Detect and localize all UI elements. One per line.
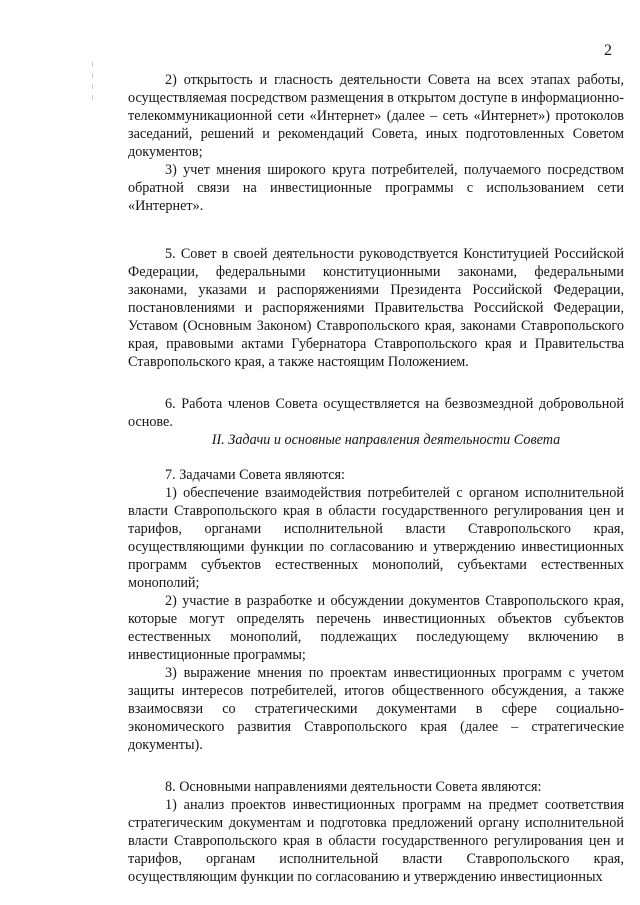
binding-margin-marks xyxy=(92,62,94,122)
paragraph-8-direction-1: 1) анализ проектов инвестиционных программ на предмет соответствия стратегическим документам и подготовка предложений органу исполнительной власти Ставропольского края в области государственного регулирования цен и тарифов, органам исполнительной власти Ставропольского края, осуществляющим функции по согласованию и утверждению инвестиционных xyxy=(128,797,624,885)
section-heading: II. Задачи и основные направления деятельности Совета xyxy=(211,432,561,448)
paragraph-5-legal-basis: 5. Совет в своей деятельности руководствуется Конституцией Российской Федерации, федеральными конституционными законами, федеральными законами, указами и распоряжениями Президента Российской Федерации, постановлениями и распоряжениями Правительства Российской Федерации, Уставом (Основным Законом) Ставропольского края, законами Ставропольского края, правовыми актами Губернатора Ставропольского края и Правительства Ставропольского края, а также настоящим Положением. xyxy=(128,246,624,370)
paragraph-7-task-2: 2) участие в разработке и обсуждении документов Ставропольского края, которые могут определять перечень инвестиционных объектов субъектов естественных монополий, подлежащих последующему включению в инвестиционные программы; xyxy=(128,593,624,663)
paragraph-openness: 2) открытость и гласность деятельности Совета на всех этапах работы, осуществляемая посредством размещения в открытом доступе в информационно-телекоммуникационной сети «Интернет» (далее – сеть «Интернет») протоколов заседаний, решений и рекомендаций Совета, иных подготовленных Советом документов; xyxy=(128,72,624,160)
paragraph-7-task-1: 1) обеспечение взаимодействия потребителей с органом исполнительной власти Ставропольского края в области государственного регулирования цен и тарифов, органами исполнительной власти Ставропольского края, осуществляющими функции по согласованию и утверждению инвестиционных программ субъектов естественных монополий, субъектами естественных монополий; xyxy=(128,485,624,591)
paragraph-consumer-opinion: 3) учет мнения широкого круга потребителей, получаемого посредством обратной связи на инвестиционные программы с использованием сети «Интернет». xyxy=(128,162,624,214)
document-body xyxy=(128,71,624,886)
paragraph-8-directions-intro: 8. Основными направлениями деятельности Совета являются: xyxy=(165,779,542,795)
page-number: 2 xyxy=(604,42,612,59)
paragraph-7-task-3: 3) выражение мнения по проектам инвестиционных программ с учетом защиты интересов потребителей, итогов общественного обсуждения, а также взаимосвязи со стратегическими документами в сфере социально-экономического развития Ставропольского края (далее – стратегические документы). xyxy=(128,665,624,753)
paragraph-7-tasks-intro: 7. Задачами Совета являются: xyxy=(165,467,345,483)
paragraph-6-voluntary-basis: 6. Работа членов Совета осуществляется на безвозмездной добровольной основе. xyxy=(128,396,624,430)
